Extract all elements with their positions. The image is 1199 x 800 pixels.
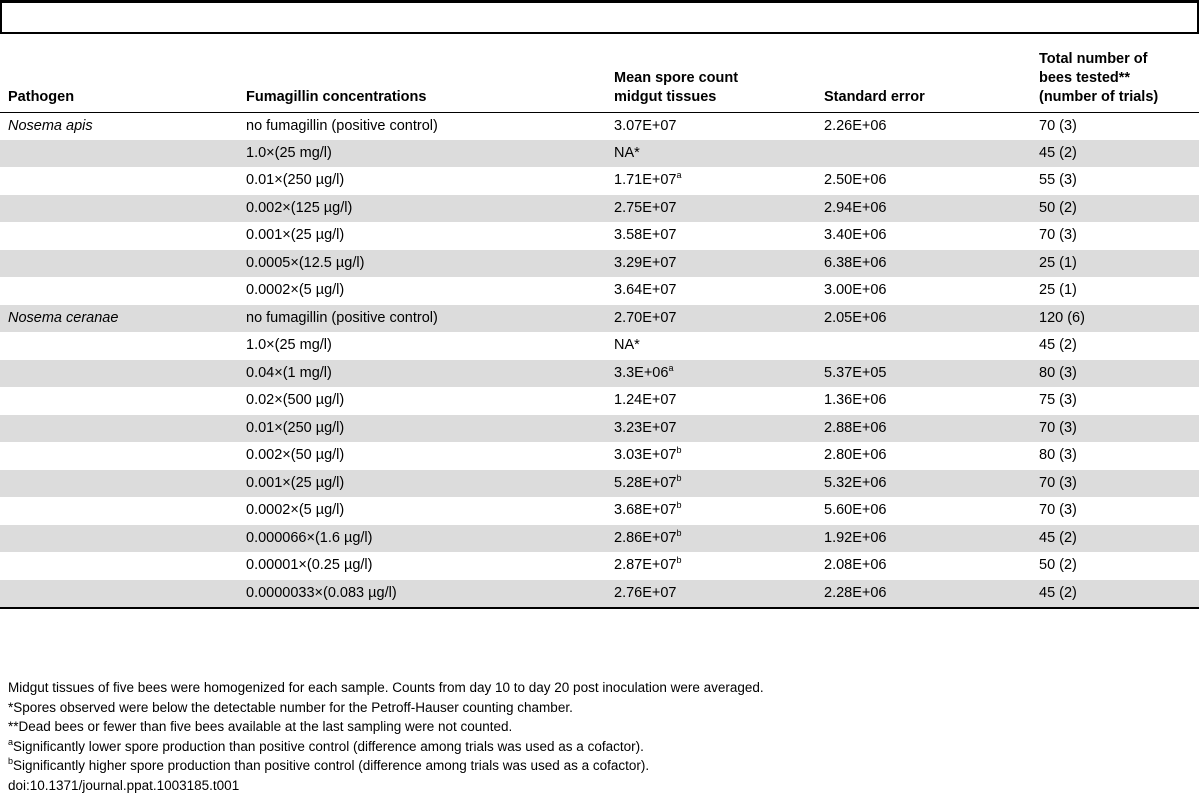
cell-pathogen xyxy=(0,497,238,525)
cell-total-bees: 120 (6) xyxy=(1031,305,1199,333)
cell-pathogen: Nosema apis xyxy=(8,117,93,134)
table-row xyxy=(0,525,1199,553)
cell-total-bees: 80 (3) xyxy=(1031,360,1199,388)
cell-fumagillin: 0.001×(25 µg/l) xyxy=(238,470,606,498)
header-standard-error: Standard error xyxy=(816,35,1031,112)
cell-total-bees: 70 (3) xyxy=(1039,117,1077,134)
cell-total-bees: 75 (3) xyxy=(1039,392,1077,409)
cell-mean-spore-count: NA* xyxy=(606,140,816,168)
doi-label: doi:10.1371/journal.ppat.1003185.t001 xyxy=(8,777,240,793)
cell-mean-spore-count: $3.68E+07^b$ xyxy=(614,500,682,519)
cell-standard-error: 5.32E+06 xyxy=(816,470,1031,498)
cell-pathogen xyxy=(0,167,238,195)
cell-standard-error: 3.00E+06 xyxy=(824,282,887,299)
table-top-rule xyxy=(0,32,1199,34)
cell-fumagillin: 0.01×(250 µg/l) xyxy=(246,172,345,189)
cell-fumagillin: 1.0×(25 mg/l) xyxy=(238,140,606,168)
cell-mean-spore-count: $3.03E+07^b$ xyxy=(614,445,682,464)
footnote-b-mark: b xyxy=(8,756,14,766)
significance-mark: a xyxy=(676,170,682,181)
cell-total-bees: 80 (3) xyxy=(1039,447,1077,464)
cell-mean-spore-count: $1.71E+07^a$ xyxy=(614,170,682,189)
cell-fumagillin: 1.0×(25 mg/l) xyxy=(246,337,332,354)
cell-total-bees: 45 (2) xyxy=(1031,525,1199,553)
cell-standard-error: 3.40E+06 xyxy=(824,227,887,244)
cell-pathogen xyxy=(0,222,238,250)
significance-mark: b xyxy=(676,555,682,566)
cell-total-bees: 45 (2) xyxy=(1031,580,1199,608)
cell-fumagillin: 0.01×(250 µg/l) xyxy=(238,415,606,443)
cell-pathogen xyxy=(0,442,238,470)
footnote-b xyxy=(8,756,1188,776)
cell-standard-error: 2.88E+06 xyxy=(816,415,1031,443)
cell-mean-spore-count: 2.70E+07 xyxy=(606,305,816,333)
cell-standard-error: 2.05E+06 xyxy=(816,305,1031,333)
table-row xyxy=(0,580,1199,608)
cell-total-bees: 70 (3) xyxy=(1031,415,1199,443)
significance-mark: b xyxy=(676,472,682,483)
cell-mean-spore-count: 3.29E+07 xyxy=(606,250,816,278)
table-row xyxy=(0,470,1199,498)
footnote-b-text: Significantly higher spore production than positive control (difference among trials was used as a cofactor). xyxy=(13,758,650,773)
header-mean-spore-count: Mean spore count midgut tissues xyxy=(606,35,816,112)
cell-standard-error: 5.60E+06 xyxy=(824,502,887,519)
cell-fumagillin: 0.00001×(0.25 µg/l) xyxy=(246,557,373,574)
cell-mean-spore-count: 2.75E+07 xyxy=(606,195,816,223)
cell-total-bees: 70 (3) xyxy=(1031,470,1199,498)
cell-total-bees: 70 (3) xyxy=(1039,502,1077,519)
cell-mean-spore-count: $2.86E+07^b$ xyxy=(606,525,816,553)
cell-standard-error: 2.50E+06 xyxy=(824,172,887,189)
cell-total-bees: 50 (2) xyxy=(1031,195,1199,223)
cell-mean-spore-count: 3.23E+07 xyxy=(606,415,816,443)
spore-count-table xyxy=(0,35,1199,609)
table-header-row xyxy=(0,35,1199,112)
cell-mean-spore-count: $3.3E+06^a$ xyxy=(606,360,816,388)
table-body xyxy=(0,112,1199,608)
cell-pathogen xyxy=(0,580,238,608)
cell-standard-error xyxy=(816,332,1031,360)
cell-pathogen xyxy=(0,332,238,360)
table-row xyxy=(0,250,1199,278)
cell-pathogen xyxy=(0,360,238,388)
cell-fumagillin: 0.0005×(12.5 µg/l) xyxy=(238,250,606,278)
cell-standard-error: 2.08E+06 xyxy=(824,557,887,574)
table-row xyxy=(0,442,1199,470)
header-fumagillin: Fumagillin concentrations xyxy=(238,35,606,112)
cell-pathogen xyxy=(0,387,238,415)
table-title-bar xyxy=(0,0,1199,32)
cell-standard-error: 2.26E+06 xyxy=(824,117,887,134)
table-row xyxy=(0,497,1199,525)
footnote-dead-bees: **Dead bees or fewer than five bees available at the last sampling were not counted. xyxy=(8,719,513,734)
cell-fumagillin: 0.0002×(5 µg/l) xyxy=(246,502,345,519)
cell-total-bees: 55 (3) xyxy=(1039,172,1077,189)
cell-pathogen xyxy=(0,552,238,580)
table-row xyxy=(0,387,1199,415)
cell-fumagillin: no fumagillin (positive control) xyxy=(238,305,606,333)
table-row xyxy=(0,222,1199,250)
table-row xyxy=(0,332,1199,360)
cell-fumagillin: 0.001×(25 µg/l) xyxy=(246,227,345,244)
cell-fumagillin: 0.0002×(5 µg/l) xyxy=(246,282,345,299)
table-row xyxy=(0,277,1199,305)
cell-total-bees: 45 (2) xyxy=(1031,140,1199,168)
cell-pathogen xyxy=(0,470,238,498)
cell-mean-spore-count: 2.76E+07 xyxy=(606,580,816,608)
table-row xyxy=(0,167,1199,195)
footnote-a xyxy=(8,737,1188,757)
cell-pathogen: Nosema ceranae xyxy=(0,305,238,333)
cell-standard-error: 6.38E+06 xyxy=(816,250,1031,278)
cell-standard-error: 2.28E+06 xyxy=(816,580,1031,608)
cell-total-bees: 70 (3) xyxy=(1039,227,1077,244)
cell-mean-spore-count: $5.28E+07^b$ xyxy=(606,470,816,498)
significance-mark: b xyxy=(676,527,682,538)
cell-fumagillin: 0.04×(1 mg/l) xyxy=(238,360,606,388)
table-row xyxy=(0,195,1199,223)
footnote-a-text: Significantly lower spore production than positive control (difference among trials was used as a cofactor). xyxy=(13,738,644,754)
footnote-a-mark: a xyxy=(8,736,14,747)
cell-fumagillin: no fumagillin (positive control) xyxy=(246,117,438,134)
significance-mark: a xyxy=(668,362,674,373)
cell-fumagillin: 0.0000033×(0.083 µg/l) xyxy=(238,580,606,608)
cell-pathogen xyxy=(0,277,238,305)
cell-fumagillin: 0.002×(125 µg/l) xyxy=(238,195,606,223)
table-row xyxy=(0,305,1199,333)
cell-mean-spore-count: 3.58E+07 xyxy=(614,227,677,244)
cell-pathogen xyxy=(0,195,238,223)
cell-standard-error: 2.94E+06 xyxy=(816,195,1031,223)
footnote-general: Midgut tissues of five bees were homogenized for each sample. Counts from day 10 to day 20 post inoculation were averaged. xyxy=(8,680,764,695)
cell-mean-spore-count: 1.24E+07 xyxy=(614,392,677,409)
table-row xyxy=(0,112,1199,140)
header-total-bees: Total number of bees tested** (number of trials) xyxy=(1031,35,1199,112)
cell-standard-error xyxy=(816,140,1031,168)
cell-pathogen xyxy=(0,415,238,443)
cell-total-bees: 25 (1) xyxy=(1039,282,1077,299)
cell-pathogen xyxy=(0,525,238,553)
table-row xyxy=(0,552,1199,580)
cell-total-bees: 50 (2) xyxy=(1039,557,1077,574)
table-footnotes xyxy=(8,678,1188,795)
cell-pathogen xyxy=(0,140,238,168)
cell-total-bees: 25 (1) xyxy=(1031,250,1199,278)
table-row xyxy=(0,415,1199,443)
cell-fumagillin: 0.000066×(1.6 µg/l) xyxy=(238,525,606,553)
cell-pathogen xyxy=(0,250,238,278)
cell-mean-spore-count: $2.87E+07^b$ xyxy=(614,555,682,574)
cell-fumagillin: 0.02×(500 µg/l) xyxy=(246,392,345,409)
cell-mean-spore-count: NA* xyxy=(614,337,640,354)
significance-mark: b xyxy=(676,500,682,511)
table-row xyxy=(0,360,1199,388)
cell-standard-error: 1.36E+06 xyxy=(824,392,887,409)
cell-standard-error: 2.80E+06 xyxy=(824,447,887,464)
cell-total-bees: 45 (2) xyxy=(1039,337,1077,354)
header-pathogen: Pathogen xyxy=(0,35,238,112)
footnote-na: *Spores observed were below the detectable number for the Petroff-Hauser counting chamber. xyxy=(8,699,573,715)
cell-fumagillin: 0.002×(50 µg/l) xyxy=(246,447,345,464)
cell-mean-spore-count: 3.07E+07 xyxy=(614,117,677,134)
cell-mean-spore-count: 3.64E+07 xyxy=(614,282,677,299)
table-row xyxy=(0,140,1199,168)
significance-mark: b xyxy=(676,445,682,456)
cell-standard-error: 5.37E+05 xyxy=(816,360,1031,388)
cell-standard-error: 1.92E+06 xyxy=(816,525,1031,553)
